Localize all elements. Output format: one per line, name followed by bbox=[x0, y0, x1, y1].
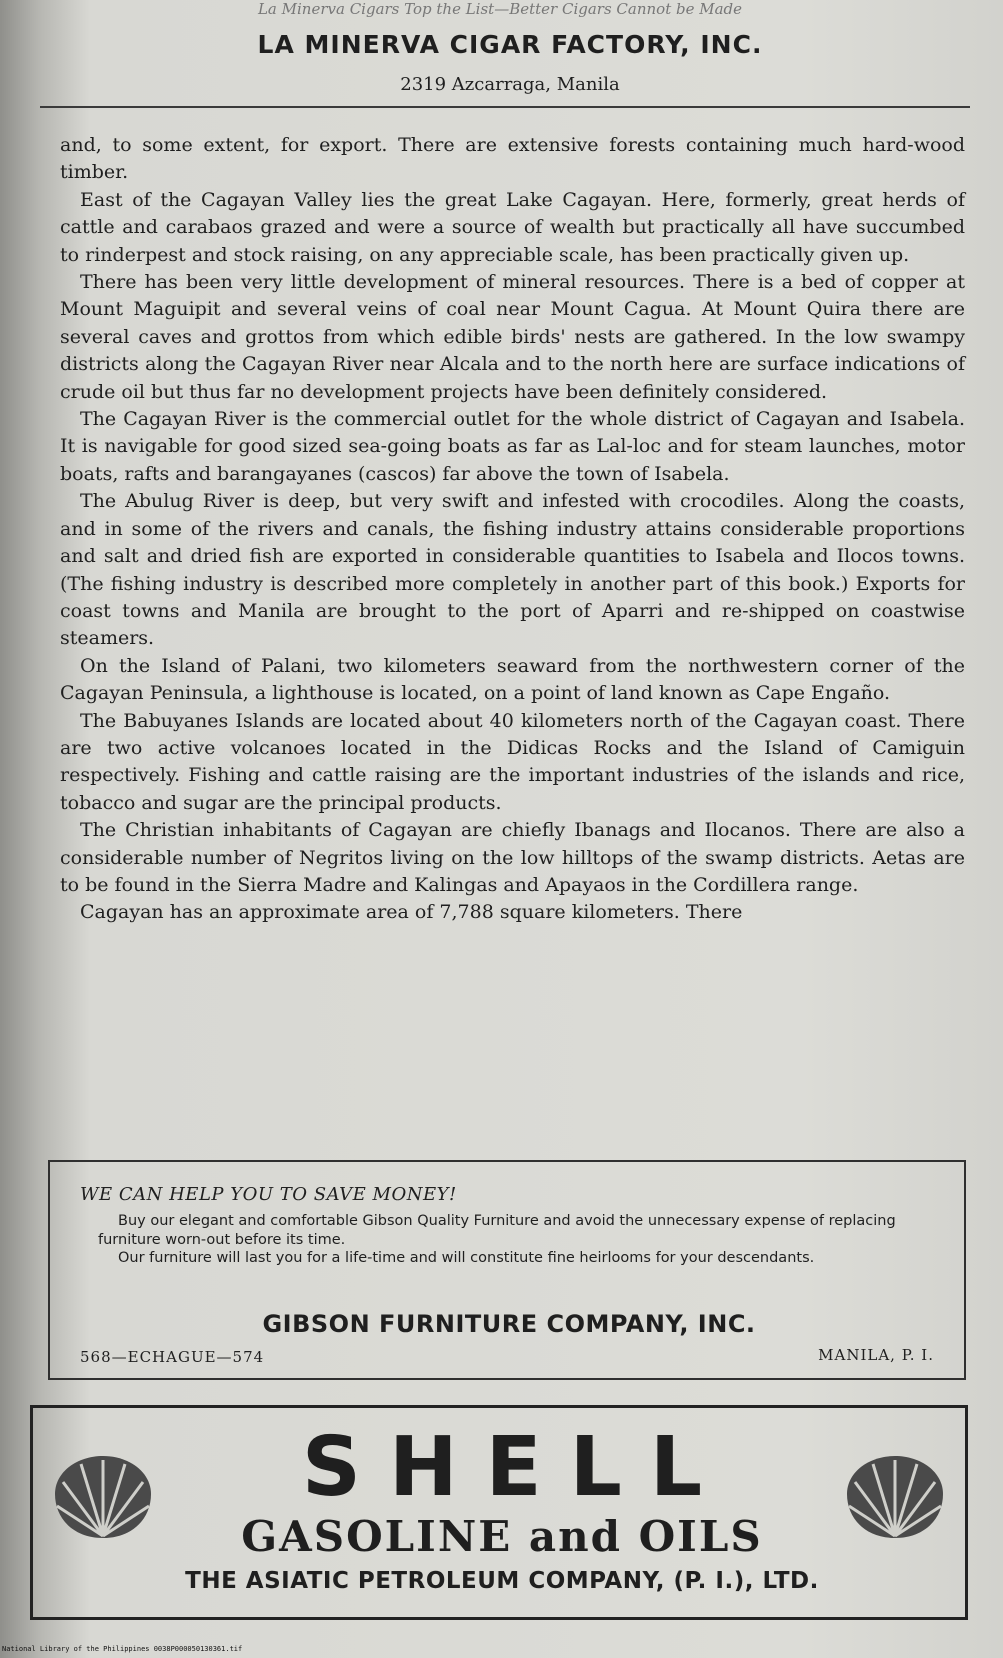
paragraph: Cagayan has an approximate area of 7,788 square kilometers. There bbox=[80, 901, 743, 924]
paragraph: The Abulug River is deep, but very swift and infested with crocodiles. Along the coasts, and in some of the rivers and canals, the fishing industry attains considerable proportions and salt and dried fish are exported in considerable quantities to Isabela and Ilocos towns. (The fishing industry is described more completely in another part of this book.) Exports for coast towns and Manila are brought to the port of Aparri and re-shipped on coastwise steamers. bbox=[60, 490, 965, 650]
paragraph: and, to some extent, for export. There are extensive forests containing much hard-wood timber. bbox=[60, 134, 965, 184]
page-header-title: LA MINERVA CIGAR FACTORY, INC. bbox=[257, 30, 763, 59]
header-divider bbox=[40, 106, 970, 108]
shell-ad bbox=[30, 1405, 968, 1620]
shell-brand: SHELL bbox=[301, 1420, 731, 1515]
paragraph: East of the Cagayan Valley lies the great Lake Cagayan. Here, formerly, great herds of cattle and carabaos grazed and were a source of wealth but practically all have succumbed to rinderpest and stock raising, on any appreciable scale, has been practically given up. bbox=[60, 188, 965, 266]
gibson-furniture-ad bbox=[48, 1160, 966, 1380]
shell-logo-icon bbox=[835, 1448, 955, 1544]
ad-copy-line: Buy our elegant and comfortable Gibson Quality Furniture and avoid the unnecessary expense of replacing furniture worn-out before its time. bbox=[98, 1213, 896, 1248]
ad-copy bbox=[98, 1212, 948, 1268]
shell-tagline: GASOLINE and OILS bbox=[241, 1512, 763, 1561]
paragraph: On the Island of Palani, two kilometers seaward from the northwestern corner of the Cagayan Peninsula, a lighthouse is located, on a point of land known as Cape Engaño. bbox=[60, 654, 965, 705]
paragraph: There has been very little development of mineral resources. There is a bed of copper at Mount Maguipit and several veins of coal near Mount Cagua. At Mount Quira there are several caves and grottos from which edible birds' nests are gathered. In the low swampy districts along the Cagayan River near Alcala and to the north here are surface indications of crude oil but thus far no development projects have been definitely considered. bbox=[60, 271, 965, 403]
scan-footer: National Library of the Philippines 0038P000050130361.tif bbox=[2, 1645, 243, 1653]
paragraph: The Cagayan River is the commercial outlet for the whole district of Cagayan and Isabela. It is navigable for good sized sea-going boats as far as Lal-loc and for steam launches, motor boats, rafts and barangayanes (cascos) far above the town of Isabela. bbox=[60, 408, 965, 485]
ad-copy-line: Our furniture will last you for a life-time and will constitute fine heirlooms for your descendants. bbox=[118, 1250, 815, 1266]
page-header-address: 2319 Azcarraga, Manila bbox=[400, 74, 620, 95]
ad-headline: WE CAN HELP YOU TO SAVE MONEY! bbox=[80, 1184, 457, 1205]
paragraph: The Christian inhabitants of Cagayan are chiefly Ibanags and Ilocanos. There are also a considerable number of Negritos living on the low hilltops of the swamp districts. Aetas are to be found in the Sierra Madre and Kalingas and Apayaos in the Cordillera range. bbox=[60, 819, 965, 896]
ad-address: 568—ECHAGUE—574 bbox=[80, 1348, 265, 1366]
ad-company-name: GIBSON FURNITURE COMPANY, INC. bbox=[262, 1310, 756, 1338]
shell-company: THE ASIATIC PETROLEUM COMPANY, (P. I.), LTD. bbox=[185, 1568, 819, 1594]
running-header: La Minerva Cigars Top the List—Better Cigars Cannot be Made bbox=[257, 0, 743, 18]
paragraph: The Babuyanes Islands are located about 40 kilometers north of the Cagayan coast. There are two active volcanoes located in the Didicas Rocks and the Island of Camiguin respectively. Fishing and cattle raising are the important industries of the islands and rice, tobacco and sugar are the principal products. bbox=[60, 709, 965, 814]
ad-city: MANILA, P. I. bbox=[818, 1346, 934, 1364]
article-body bbox=[60, 132, 965, 927]
